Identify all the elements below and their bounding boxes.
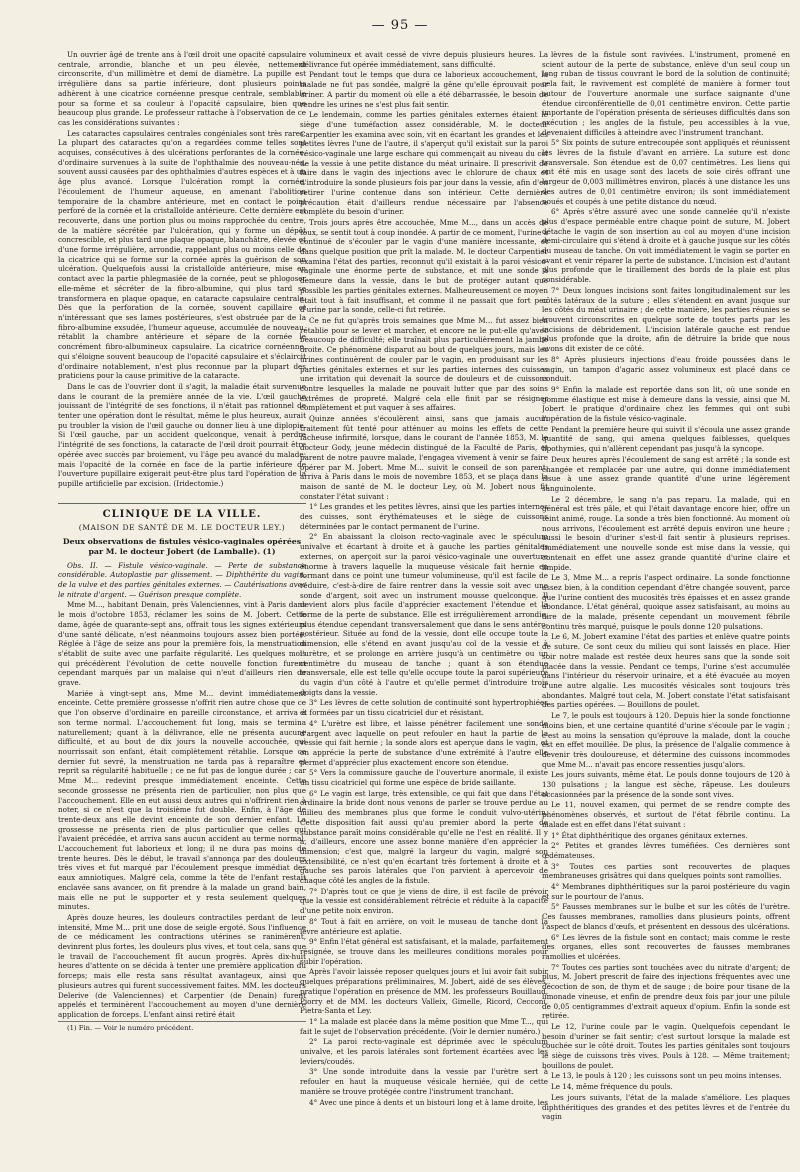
paragraph: 2° En abaissant la cloison recto-vaginale avec le spéculum univalve et écartant à droite et à gauche les parties génitales externes, on aperçoit sur la paroi vésico-vaginale une ouverture énorme à travers laquelle la muqueuse vésicale fait hernie en formant dans ce point une tumeur volumineuse, qu'il est facile de réduire, c'est-à-dire de faire rentrer dans la vessie soit avec une sonde d'argent, soit avec un instrument mousse quelconque. Il devient alors plus facile d'apprécier exactement l'étendue et la forme de la perte de substance. Elle est irrégulièrement arrondie, plus étendue cependant transversalement que dans le sens antéro-postérieur. Située au fond de la vessie, dont elle occupe toute la dimension, elle s'étend en avant jusqu'au col de la vessie et à l'urètre, et se prolonge en arrière jusqu'à un centimètre ou un centimètre du museau de tanche ; quant à son étendue transversale, elle est telle qu'elle occupe toute la paroi supérieure du vagin d'un côté à l'autre et qu'elle permet d'introduire trois doigts dans la vessie. bbox=[300, 532, 548, 697]
paragraph: 5° Fausses membranes sur le bulbe et sur les côtés de l'urètre. Ces fausses membranes, ramollies dans plusieurs points, offrent l'aspect de blancs d'œufs, et présentent en dessous des ulcérations. bbox=[542, 902, 790, 931]
section-heading: CLINIQUE DE LA VILLE. bbox=[58, 503, 306, 520]
footnote: (1) Fin. — Voir le numéro précédent. bbox=[58, 1021, 306, 1034]
paragraph: Le 7, le pouls est toujours à 120. Depuis hier la sonde fonctionne moins bien, et une certaine quantité d'urine s'écoule par le vagin ; c'est au moins la sensation qu'éprouve la malade, dont la couche est en effet mouillée. De plus, la présence de l'algalie commence à devenir très douloureuse, et détermine des cuissons incommodes que Mme M... n'avait pas encore ressenties jusqu'alors. bbox=[542, 711, 790, 769]
paragraph: 6° Le vagin est large, très extensible, ce qui fait que dans l'état ordinaire la bride dont nous venons de parler se trouve perdue au milieu des membranes plus que forme le conduit vulvo-utérin. Cette disposition fait aussi qu'au premier abord la perte de substance paraît moins considérable qu'elle ne l'est en réalité. Il y a, d'ailleurs, encore une assez bonne manière d'en apprécier la dimension; c'est que, malgré la largeur du vagin, malgré son extensibilité, ce n'est qu'en écartant très fortement à droite et à gauche ses parois latérales que l'on parvient à apercevoir de chaque côté les angles de la fistule. bbox=[300, 788, 548, 886]
paragraph: 6° Les lèvres de la fistule sont en contact; mais comme le reste des organes, elles sont recouvertes de fausses membranes ramollies et ulcérées. bbox=[542, 932, 790, 961]
paragraph: 3° Toutes ces parties sont recouvertes de plaques membraneuses grisâtres qui dans quelques points sont ramollies. bbox=[542, 861, 790, 881]
column-1 bbox=[58, 50, 306, 1162]
paragraph: 8° Après plusieurs injections d'eau froide poussées dans le vagin, un tampon d'agaric assez volumineux est placé dans ce conduit. bbox=[542, 354, 790, 384]
paragraph: 1° État diphthéritique des organes génitaux externes. bbox=[551, 830, 748, 840]
paragraph: Deux heures après l'écoulement de sang est arrêté ; la sonde est changée et remplacée par une autre, qui donne immédiatement issue à une assez grande quantité d'une urine légèrement sanguinolente. bbox=[542, 454, 790, 493]
paragraph: Le 3, Mme M... a repris l'aspect ordinaire. La sonde fonctionne assez bien, à la condition cependant d'être changée souvent, parce que l'urine contient des mucosités très épaisses et en assez grande abondance. L'état général, quoique assez satisfaisant, au moins au dire de la malade, présente cependant un mouvement fébrile continu très marqué, puisque le pouls donne 120 pulsations. bbox=[542, 573, 790, 631]
column-2 bbox=[300, 50, 548, 1162]
paragraph: 4° L'urètre est libre, et laisse pénétrer facilement une sonde d'argent avec laquelle on peut refouler en haut la partie de la vessie qui fait hernie ; la sonde alors est aperçue dans le vagin, et on apprécie la perte de substance d'une extrémité à l'autre elle permet d'apprécier plus exactement encore son étendue. bbox=[300, 718, 548, 767]
column-3 bbox=[542, 50, 790, 1162]
paragraph: 7° Toutes ces parties sont touchées avec du nitrate d'argent; de plus, M. Jobert prescrit de faire des injections fréquentes avec une décoction de son, de thym et de sauge ; de boire pour tisane de la limonade vineuse, et enfin de prendre deux fois par jour une pilule de 0,05 centigrammes d'extrait aqueux d'opium. Enfin la sonde est retirée. bbox=[542, 962, 790, 1021]
paragraph: Quinze années s'écoulèrent ainsi, sans que jamais aucun traitement fût tenté pour atténuer au moins les effets de cette fâcheuse infirmité, lorsque, dans le courant de l'année 1853, M. le docteur Gody, jeune médecin distingué de la Faculté de Paris, et parent de notre pauvre malade, l'engagea vivement à venir se faire opérer par M. Jobert. Mme M... suivit le conseil de son parent, arriva à Paris dans le mois de novembre 1853, et se plaça dans la maison de santé de M. le docteur Ley, où M. Jobert nous fit constater l'état suivant : bbox=[300, 414, 548, 501]
paragraph: 1° La malade est placée dans la même position que Mme T..., qui fait le sujet de l'observation précédente. (Voir le dernier numéro.) bbox=[300, 1016, 548, 1036]
paragraph: Le 12, l'urine coule par le vagin. Quelquefois cependant le besoin d'uriner se fait sentir; c'est surtout lorsque la malade est couchée sur le côté droit. Toutes les parties génitales sont toujours le siège de cuissons très vives. Pouls à 128. — Même traitement; bouillons de poulet. bbox=[542, 1021, 790, 1070]
paragraph: Mme M..., habitant Denain, près Valenciennes, vint à Paris dans le mois d'octobre 1853, réclamer les soins de M. Jobert. Cette dame, âgée de quarante-sept ans, offrait tous les signes extérieurs d'une santé délicate, n'est néanmoins toujours assez bien portée. Réglée à l'âge de seize ans pour la première fois, la menstruation s'établit de suite avec une parfaite régularité. Les quelques mois qui précédèrent l'évolution de cette nouvelle fonction furent cependant marqués par un malaise qui n'eut d'ailleurs rien de grave. bbox=[58, 600, 306, 688]
paragraph: volumineux et avait cessé de vivre depuis plusieurs heures. La délivrance fut opérée immédiatement, sans difficulté. bbox=[300, 50, 548, 69]
paragraph: 2° La paroi recto-vaginale est déprimée avec le spéculum univalve, et les parois latérales sont fortement écartées avec les leviers/coudés. bbox=[300, 1037, 548, 1066]
paragraph: Un ouvrier âgé de trente ans à l'œil droit une opacité capsulaire centrale, arrondie, blanche et un peu élevée, nettement circonscrite, d'un millimètre et demi de diamètre. La pupille est irrégulière dans sa partie inférieure, dont plusieurs points adhèrent à une cicatrice cornéenne presque centrale, semblable pour sa forme et sa couleur à l'opacité capsulaire, bien que beaucoup plus grande. Le professeur rattache à l'observation de ce cas les considérations suivantes : bbox=[58, 50, 306, 127]
paragraph: 5° Vers la commissure gauche de l'ouverture anormale, il existe un tissu cicatriciel qui forme une espèce de bride saillante. bbox=[300, 768, 548, 788]
paragraph: Ce ne fut qu'après trois semaines que Mme M... fut assez bien rétablie pour se lever et marcher, et encore ne le put-elle qu'avec beaucoup de difficulté; elle traînait plus particulièrement la jambe droite. Ce phénomène disparut au bout de quelques jours, mais les urines continuèrent de couler par le vagin, en produisant sur les parties génitales externes et sur les parties internes des cuisses une irritation qui devenait la source de douleurs et de cuissons contre lesquelles la malade ne pouvait lutter que par des soins extrêmes de propreté. Malgré cela elle finit par se résigner complètement et put vaquer à ses affaires. bbox=[300, 315, 548, 413]
paragraph: Le lendemain, comme les parties génitales externes étaient le siège d'une tuméfaction assez considérable, M. le docteur Carpentier les examina avec soin, vit en écartant les grandes et les petites lèvres l'une de l'autre, il s'aperçut qu'il existait sur la paroi vésico-vaginale une large eschare qui commençait au niveau du col de la vessie à une petite distance du méat urinaire. Il prescrivit de faire dans le vagin des injections avec le chlorure de chaux et d'introduire la sonde plusieurs fois par jour dans la vessie, afin d'en retirer l'urine contenue dans son intérieur. Cette dernière précaution était d'ailleurs rendue nécessaire par l'absence complète du besoin d'uriner. bbox=[300, 110, 548, 217]
paragraph: Après douze heures, les douleurs contractiles perdant de leur intensité, Mme M... prit une dose de seigle ergoté. Sous l'influence de ce médicament les contractions utérines se ranimèrent, devinrent plus fortes, les douleurs plus vives, et tout cela, sans que le travail de l'accouchement fît aucun progrès. Après dix-huit heures d'attente on se décida à tenter une première application du forceps; mais elle resta sans résultat avantageux, ainsi que plusieurs autres qui furent successivement faites. MM. les docteurs Delerive (de Valenciennes) et Carpentier (de Denain) furent appelés et terminèrent l'accouchement au moyen d'une dernière application de forceps. L'enfant ainsi retiré était bbox=[58, 912, 306, 1019]
paragraph: Dans le cas de l'ouvrier dont il s'agit, la maladie était survenue dans le courant de la première année de la vie. L'œil gauche jouissant de l'intégrité de ses fonctions, il n'était pas rationnel de tenter une opération dont le résultat, même le plus heureux, aurait pu troubler la vision de l'œil gauche ou donner lieu à une diplopie. Si l'œil gauche, par un accident quelconque, venait à perdre l'intégrité de ses fonctions, la cataracte de l'œil droit pourrait être opérée avec succès par broiement, vu l'âge peu avancé du malade; mais l'opacité de la cornée en face de la partie inférieure de l'ouverture pupillaire exigerait peut-être plus tard l'opération de la pupille artificielle par excision. (Iridectomie.) bbox=[58, 381, 306, 488]
paragraph: Le 11, nouvel examen, qui permet de se rendre compte des phénomènes observés, et surtout de l'état fébrile continu. La malade est en effet dans l'état suivant : bbox=[542, 800, 790, 829]
section-subheading: (MAISON DE SANTÉ DE M. LE DOCTEUR LEY.) bbox=[78, 523, 286, 533]
paragraph: 4° Avec une pince à dents et un bistouri long et à lame droite, les bbox=[309, 1097, 548, 1107]
paragraph: Les jours suivants, même état. Le pouls donne toujours de 120 à 130 pulsations ; la langue est sèche, râpeuse. Les douleurs occasionnées par la présence de la sonde sont vives. bbox=[542, 770, 790, 799]
paragraph: Les cataractes capsulaires centrales congéniales sont très rares. La plupart des cataractes qu'on a regardées comme telles sont acquises, consécutives à des ulcérations perforantes de la cornée, d'ordinaire survenues à la suite de l'ophthalmie des nouveau-nés, souvent aussi causées par des ophthalmies d'autres espèces et à un âge plus avancé. Lorsque l'ulcération rompt la cornée, l'écoulement de l'humeur aqueuse, en amenant l'abolition temporaire de la chambre antérieure, met en contact le point perforé de la cornée et la cristalloïde antérieure. Cette dernière est recouverte, dans une portion plus ou moins rapprochée du centre, de la matière sécrétée par l'ulcération, qui y forme un dépôt concrescible, et plus tard une plaque opaque, blanchâtre, élevée et d'une forme irrégulière, arrondie, rappelant plus ou moins celle de la cicatrice qui se forme sur la cornée après la guérison de son ulcération. Quelquefois aussi la cristalloïde antérieure, mise en contact avec la partie phlegmasiée de la cornée, peut se phlogoser elle-même et sécréter de la fibro-albumine, qui plus tard se transformera en plaque opaque, en cataracte capsulaire centrale. Dès que la perforation de la cornée, souvent capillaire et n'intéressant que ses lames postérieures, s'est obstruée par de la fibro-albumine exsudée, l'humeur aqueuse, accumulée de nouveau, rétablit la chambre antérieure et sépare de la cornée le concrément fibro-albumineux capsulaire. La cicatrice cornéenne, qui s'éloigne souvent beaucoup de l'opacité capsulaire et s'éclaircit d'ordinaire notablement, n'est plus reconnue par la plupart des praticiens pour la cause primitive de la cataracte. bbox=[58, 128, 306, 381]
paragraph: Le 13, le pouls à 120 ; les cuissons sont un peu moins intenses. bbox=[551, 1071, 782, 1081]
paragraph: 1° Les grandes et les petites lèvres, ainsi que les parties internes des cuisses, sont érythémateuses et le siège de cuissons déterminées par le contact permanent de l'urine. bbox=[300, 502, 548, 531]
paragraph: 2° Petites et grandes lèvres tuméfiées. Ces dernières sont œdémateuses. bbox=[542, 841, 790, 860]
paragraph: 8° Tout à fait en arrière, on voit le museau de tanche dont la lèvre antérieure est aplatie. bbox=[300, 916, 548, 936]
paragraph: Le 2 décembre, le sang n'a pas reparu. La malade, qui en général est très pâle, et qui l'était davantage encore hier, offre un teint animé, rouge. La sonde a très bien fonctionné. Au moment où nous arrivons, l'écoulement est arrêté depuis environ une heure ; aussi le besoin d'uriner s'est-il fait sentir à plusieurs reprises. Immédiatement une nouvelle sonde est mise dans la vessie, qui contenait en effet une assez grande quantité d'urine claire et limpide. bbox=[542, 494, 790, 572]
paragraph: 4° Membranes diphthéritiques sur la paroi postérieure du vagin et sur le pourtour de l'anus. bbox=[542, 882, 790, 901]
article-title: Deux observations de fistules vésico-vaginales opérées par M. le docteur Jobert (de Lamballe). (1) bbox=[62, 537, 302, 556]
paragraph: 6° Après s'être assuré avec une sonde cannelée qu'il n'existe plus d'espace perméable entre chaque point de suture, M. Jobert détache le vagin de son insertion au col au moyen d'une incision demi-circulaire qui s'étend à droite et à gauche jusque sur les côtés du museau de tanche. On voit immédiatement le vagin se porter en avant et venir réparer la perte de substance. L'incision est d'autant plus profonde que le tiraillement des bords de la plaie est plus considérable. bbox=[542, 207, 790, 285]
paragraph: 9° Enfin la malade est reportée dans son lit, où une sonde en gomme élastique est mise à demeure dans la vessie, ainsi que M. Jobert le pratique d'ordinaire chez les femmes qui ont subi l'opération de la fistule vésico-vaginale. bbox=[542, 384, 790, 424]
paragraph: Après l'avoir laissée reposer quelques jours et lui avoir fait subir quelques préparations préliminaires, M. Jobert, aidé de ses élèves, pratique l'opération en présence de MM. les professeurs Bouillaud, Piorry et de MM. les docteurs Valleix, Gimelle, Ricord, Cecconi, Pietra-Santa et Ley. bbox=[300, 967, 548, 1016]
paragraph: 7° Deux longues incisions sont faites longitudinalement sur les côtés latéraux de la suture ; elles s'étendent en avant jusque sur les côtés du méat urinaire ; de cette manière, les parties réunies se trouvent circonscrites en quelque sorte de toutes parts par les incisions de débridement. L'incision latérale gauche est rendue plus profonde que la droite, afin de détruire la bride que nous avons dit exister de ce côté. bbox=[542, 285, 790, 354]
paragraph: Le 6, M. Jobert examine l'état des parties et enlève quatre points de suture. Ce sont ceux du milieu qui sont laissés en place. Hier soir notre malade est restée deux heures sans que la sonde soit placée dans la vessie. Pendant ce temps, l'urine s'est accumulée dans l'intérieur du réservoir urinaire, et a été évacuée au moyen d'une autre algalie. Les mucosités vésicales sont toujours très abondantes. Malgré tout cela, M. Jobert constate l'état satisfaisant des parties opérées. — Bouillons de poulet. bbox=[542, 632, 790, 710]
observation-header: Obs. II. — Fistule vésico-vaginale. — Perte de substance considérable. Autoplastie par glissement. — Diphthérite du vagin, de la vulve et des parties génitales externes. — Cautérisations avec le nitrate d'argent. — Guérison presque complète. bbox=[58, 560, 306, 599]
paragraph: Mariée à vingt-sept ans, Mme M... devint immédiatement enceinte. Cette première grossesse n'offrit rien autre chose que ce que l'on observe d'ordinaire en pareille circonstance, et arriva à son terme normal. L'accouchement fut long, mais se termina naturellement; quant à la délivrance, elle ne présenta aucune difficulté, et au bout de dix jours la nouvelle accouchée, qui nourrissait son enfant, était complètement rétablie. Lorsque ce dernier fut sevré, la menstruation ne tarda pas à reparaître et reprit sa régularité habituelle ; ce ne fut pas de longue durée ; car Mme M... redevint presque immédiatement enceinte. Cette seconde grossesse ne présenta rien de particulier, non plus que l'accouchement. Elle en eut aussi deux autres qui n'offrirent rien à noter, si ce n'est que la troisième fut double. Enfin, à l'âge de trente-deux ans elle devint enceinte de son dernier enfant. La grossesse ne présenta rien de plus particulier que celles qui l'avaient précédée, et arriva sans aucun accident au terme normal. L'accouchement fut laborieux et long; il ne dura pas moins de trente heures. Dès le début, le travail s'annonça par des douleurs très vives et fut marqué par l'écoulement presque immédiat des eaux amniotiques. Malgré cela, comme la tête de l'enfant restait enclavée sans avancer, on fit prendre à la malade un grand bain, mais elle ne put le supporter et y resta seulement quelques minutes. bbox=[58, 688, 306, 912]
paragraph: Les jours suivants, l'état de la malade s'améliore. Les plaques diphthéritiques des grandes et des petites lèvres et de l'entrée du vagin bbox=[542, 1092, 790, 1122]
paragraph: Pendant tout le temps que dura ce laborieux accouchement, la malade ne fut pas sondée, malgré la gêne qu'elle éprouvait pour uriner. A partir du moment où elle a été débarrassée, le besoin de rendre les urines ne s'est plus fait sentir. bbox=[300, 70, 548, 109]
paragraph: 3° Les lèvres de cette solution de continuité sont hypertrophiées et formées par un tissu cicatriciel dur et résistant. bbox=[300, 698, 548, 718]
paragraph: Pendant la première heure qui suivit il s'écoula une assez grande quantité de sang, qui amena quelques faiblesses, quelques lipothymies, qui n'allèrent cependant pas jusqu'à la syncope. bbox=[542, 424, 790, 454]
paragraph: Trois jours après être accouchée, Mme M..., dans un accès de toux, se sentit tout à coup inondée. A partir de ce moment, l'urine a continué de s'écouler par le vagin d'une manière incessante, et dans quelque position que prît la malade. M. le docteur Carpentier examina l'état des parties, reconnut qu'il existait à la paroi vésico-vaginale une énorme perte de substance, et mit une sonde à demeure dans la vessie, dans le but de protéger autant que possible les parties génitales externes. Malheureusement ce moyen était tout à fait insuffisant, et comme il ne passait que fort peu d'urine par la sonde, celle-ci fut retirée. bbox=[300, 217, 548, 315]
paragraph: 9° Enfin l'état général est satisfaisant, et la malade, parfaitement résignée, se trouve dans les meilleures conditions morales pour subir l'opération. bbox=[300, 937, 548, 966]
paragraph: 5° Six points de suture entrecoupée sont appliqués et réunissent les lèvres de la fistule d'avant en arrière. La suture est donc transversale. Son étendue est de 0,07 centimètres. Les liens qui ont été mis en usage sont des lacets de soie cirés offrant une largeur de 0,003 millimètres environ, placés à une distance les uns des autres de 0,01 centimètre environ; ils sont immédiatement noués et coupés à une petite distance du nœud. bbox=[542, 138, 790, 206]
paragraph: Le 14, même fréquence du pouls. bbox=[551, 1082, 673, 1092]
paragraph: 7° D'après tout ce que je viens de dire, il est facile de prévoir que la vessie est considérablement rétrécie et réduite à la capacité d'une petite noix environ. bbox=[300, 886, 548, 916]
page-number: — 95 — bbox=[371, 18, 429, 33]
paragraph: lèvres de la fistule sont ravivées. L'instrument, promené en scient autour de la perte de substance, enlève d'un seul coup un long ruban de tissus couvrant le bord de la solution de continuité; cela fait, le ravivement est complété de manière à former tout autour de l'ouverture anormale une surface saignante d'une étendue circonférentielle de 0,01 centimètre environ. Cette partie importante de l'opération présenta de sérieuses difficultés dans son exécution ; les angles de la fistule, peu accessibles à la vue, devenaient difficiles à atteindre avec l'instrument tranchant. bbox=[542, 50, 790, 137]
paragraph: 3° Une sonde introduite dans la vessie par l'urètre sert à refouler en haut la muqueuse vésicale herniée, qui de cette manière se trouve protégée contre l'instrument tranchant. bbox=[300, 1067, 548, 1096]
